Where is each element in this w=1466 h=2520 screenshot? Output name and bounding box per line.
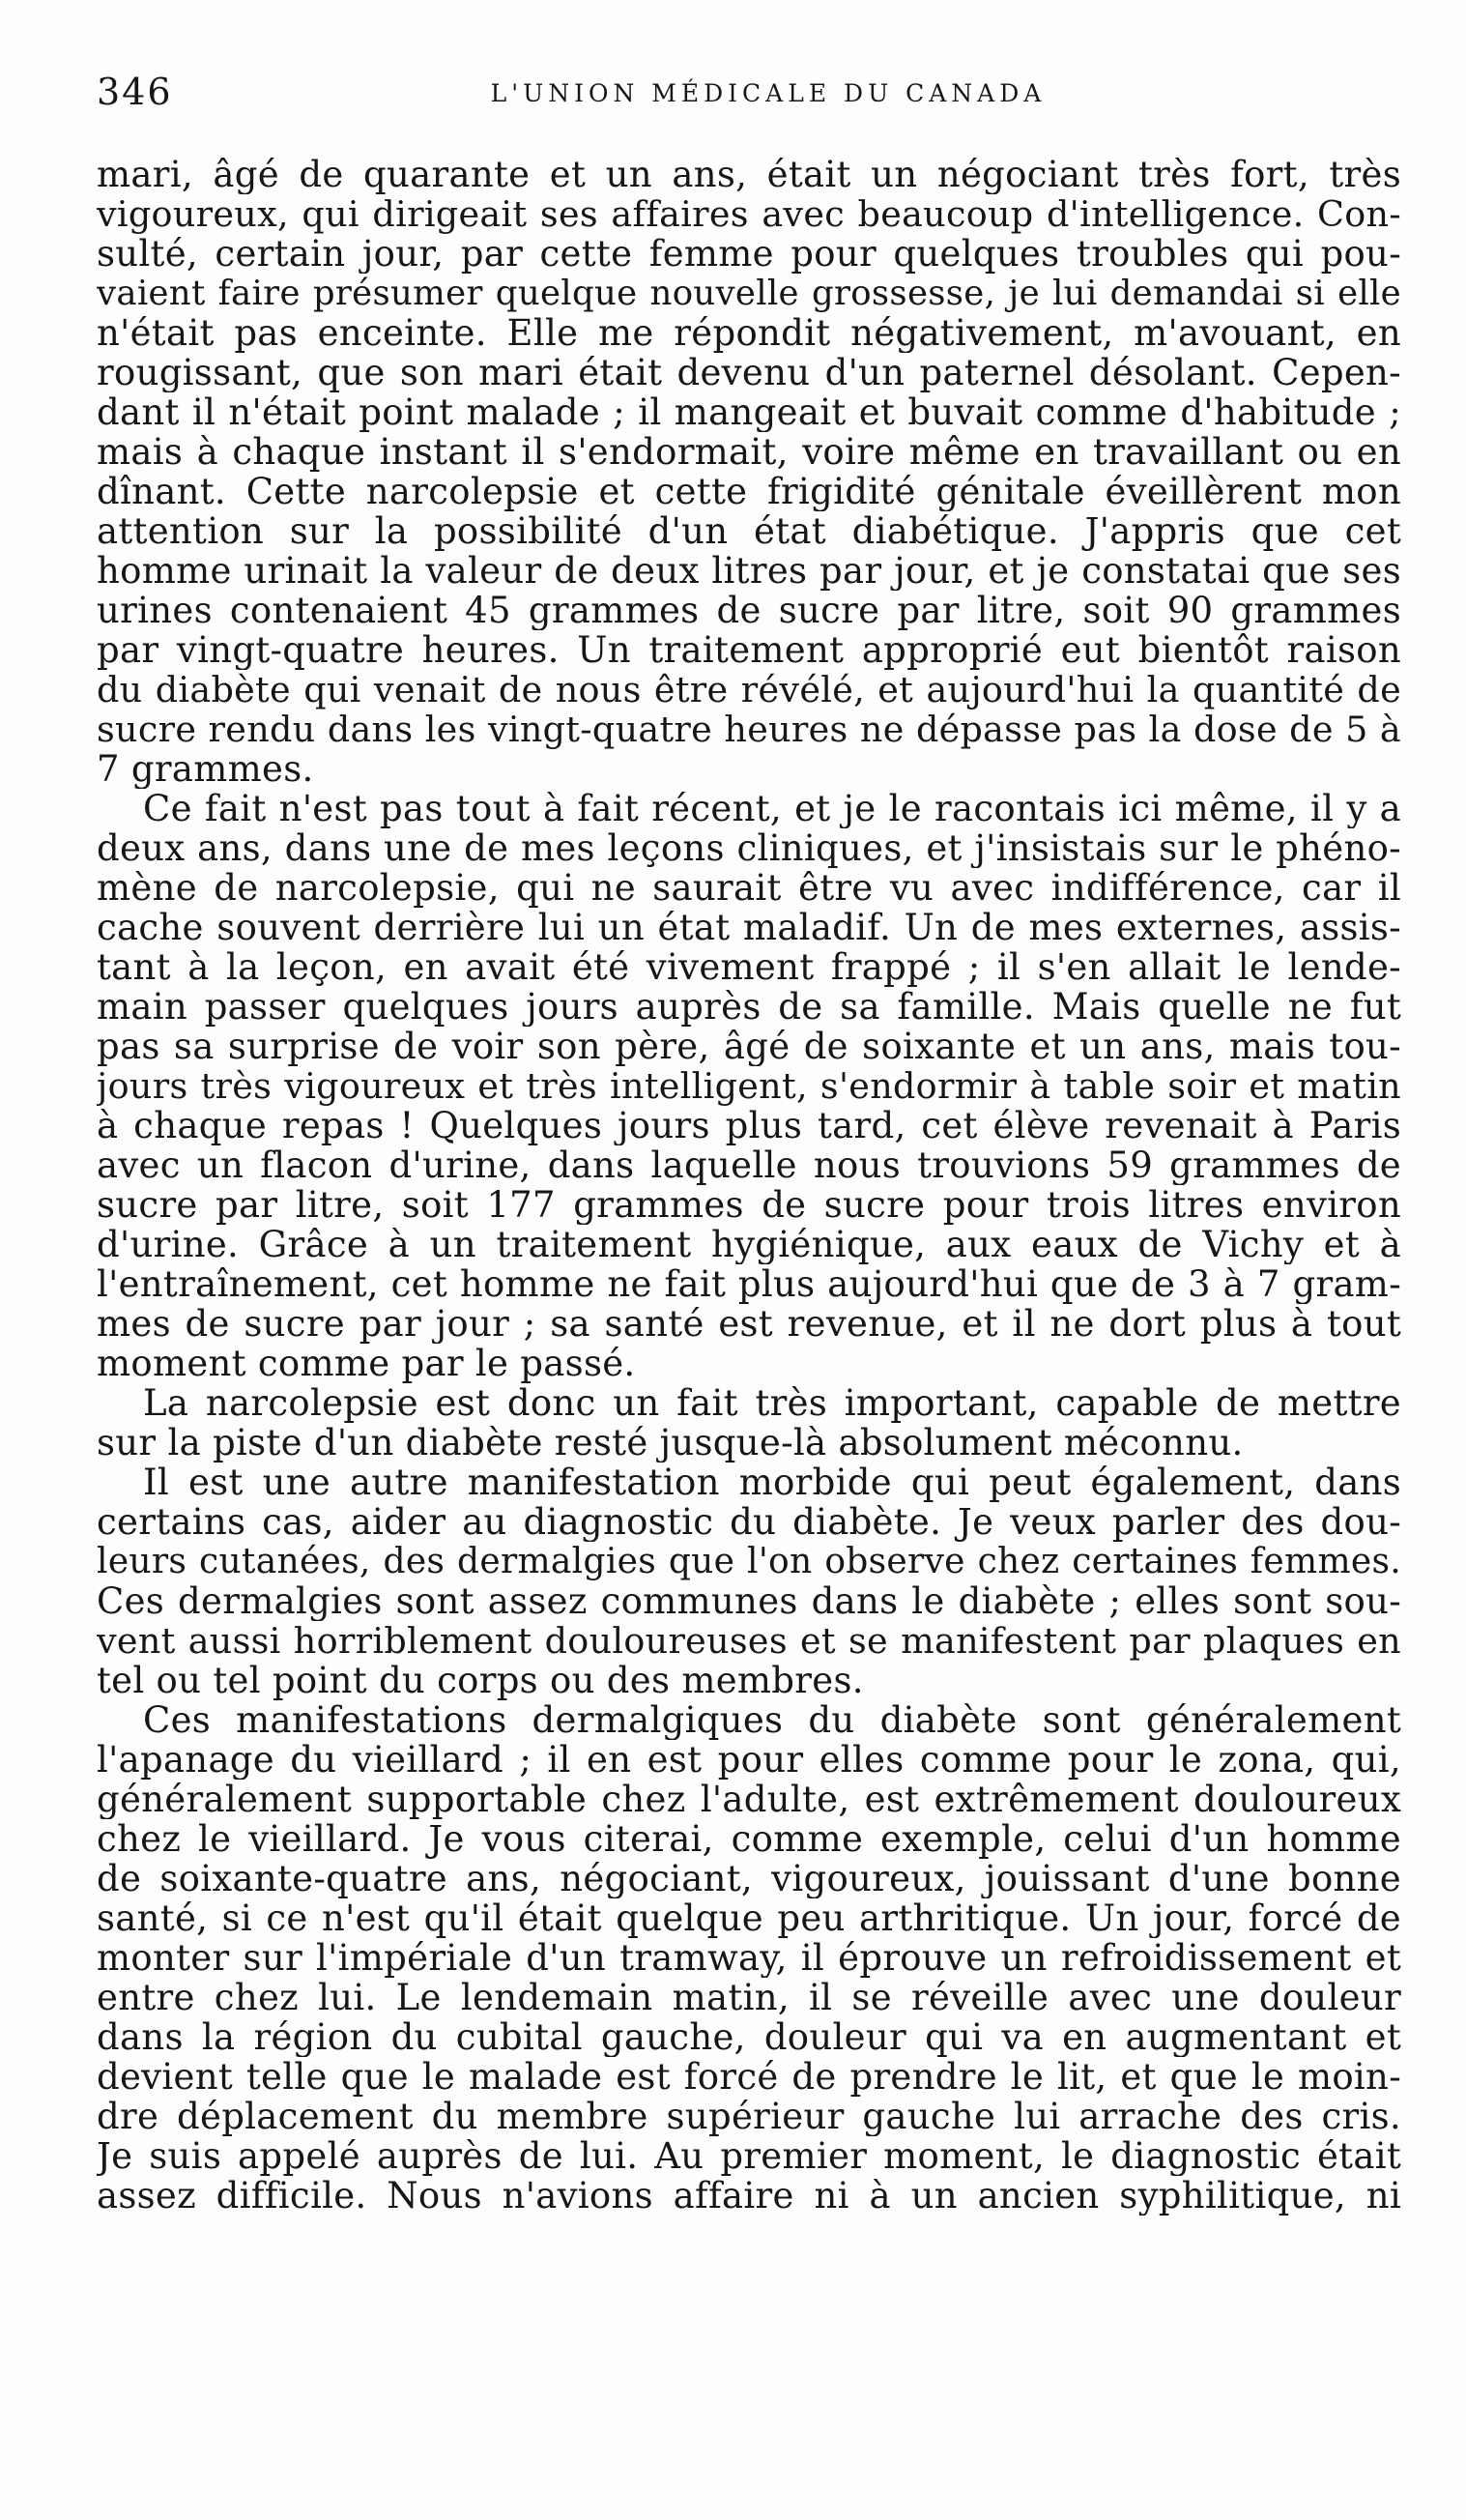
text-line: sur la piste d'un diabète resté jusque-là absolument méconnu. [97,1423,1244,1463]
text-line: sulté, certain jour, par cette femme pour quelques troubles qui pou- [97,234,1401,274]
text-line: moment comme par le passé. [97,1344,636,1383]
text-line: santé, si ce n'est qu'il était quelque peu arthritique. Un jour, forcé de [97,1898,1401,1938]
text-line: rougissant, que son mari était devenu d'un paternel désolant. Cepen- [97,353,1401,392]
text-line: certains cas, aider au diagnostic du diabète. Je veux parler des dou- [97,1502,1401,1542]
text-line: Ce fait n'est pas tout à fait récent, et je le racontais ici même, il y a [143,789,1401,828]
text-line: jours très vigoureux et très intelligent, s'endormir à table soir et matin [97,1066,1401,1106]
text-line: de soixante-quatre ans, négociant, vigoureux, jouissant d'une bonne [97,1859,1401,1898]
text-line: sucre rendu dans les vingt-quatre heures ne dépasse pas la dose de 5 à [97,710,1401,749]
text-line: Je suis appelé auprès de lui. Au premier moment, le diagnostic était [97,2136,1401,2176]
text-line: deux ans, dans une de mes leçons cliniques, et j'insistais sur le phéno- [97,828,1401,868]
text-line: dînant. Cette narcolepsie et cette frigidité génitale éveillèrent mon [97,472,1401,511]
running-head [97,68,1382,116]
text-line: d'urine. Grâce à un traitement hygiénique, aux eaux de Vichy et à [97,1225,1401,1264]
text-line: à chaque repas ! Quelques jours plus tard, cet élève revenait à Paris [97,1106,1401,1145]
page-number: 346 [97,71,173,113]
text-line: Il est une autre manifestation morbide qui peut également, dans [143,1463,1401,1502]
text-line: cache souvent derrière lui un état maladif. Un de mes externes, assis- [97,908,1401,947]
text-line: devient telle que le malade est forcé de prendre le lit, et que le moin- [97,2057,1401,2097]
text-line: sucre par litre, soit 177 grammes de sucre pour trois litres environ [97,1185,1401,1225]
text-line: mais à chaque instant il s'endormait, voire même en travaillant ou en [97,432,1401,472]
text-line: mène de narcolepsie, qui ne saurait être vu avec indifférence, car il [97,868,1401,908]
text-line: urines contenaient 45 grammes de sucre par litre, soit 90 grammes [97,591,1401,630]
text-line: Ces dermalgies sont assez communes dans le diabète ; elles sont sou- [97,1581,1401,1621]
text-line: mari, âgé de quarante et un ans, était un négociant très fort, très [97,155,1401,194]
text-line: généralement supportable chez l'adulte, est extrêmement douloureux [97,1780,1401,1819]
text-line: l'apanage du vieillard ; il en est pour elles comme pour le zona, qui, [97,1740,1401,1780]
text-line: assez difficile. Nous n'avions affaire ni à un ancien syphilitique, ni [97,2176,1401,2216]
text-line: dans la région du cubital gauche, douleur qui va en augmentant et [97,2017,1401,2057]
text-line: attention sur la possibilité d'un état diabétique. J'appris que cet [97,511,1401,551]
text-line: avec un flacon d'urine, dans laquelle nous trouvions 59 grammes de [97,1145,1401,1185]
text-line: par vingt-quatre heures. Un traitement approprié eut bientôt raison [97,630,1401,670]
text-line: monter sur l'impériale d'un tramway, il éprouve un refroidissement et [97,1938,1401,1978]
text-line: Ces manifestations dermalgiques du diabète sont généralement [143,1700,1401,1740]
text-line: pas sa surprise de voir son père, âgé de soixante et un ans, mais tou- [97,1027,1401,1066]
text-line: tant à la leçon, en avait été vivement frappé ; il s'en allait le lende- [97,947,1401,987]
journal-title: L'UNION MÉDICALE DU CANADA [490,79,1047,107]
text-line: mes de sucre par jour ; sa santé est revenue, et il ne dort plus à tout [97,1304,1401,1344]
text-line: La narcolepsie est donc un fait très important, capable de mettre [143,1383,1401,1423]
text-line: l'entraînement, cet homme ne fait plus aujourd'hui que de 3 à 7 gram- [97,1264,1401,1304]
text-line: chez le vieillard. Je vous citerai, comme exemple, celui d'un homme [97,1819,1401,1859]
text-line: dant il n'était point malade ; il mangeait et buvait comme d'habitude ; [97,392,1401,432]
body-text [97,155,1401,2216]
text-line: vent aussi horriblement douloureuses et se manifestent par plaques en [97,1621,1401,1661]
text-line: 7 grammes. [97,749,314,789]
text-line: vigoureux, qui dirigeait ses affaires avec beaucoup d'intelligence. Con- [97,194,1401,234]
text-line: main passer quelques jours auprès de sa famille. Mais quelle ne fut [97,987,1401,1027]
text-line: entre chez lui. Le lendemain matin, il se réveille avec une douleur [97,1978,1401,2017]
text-line: tel ou tel point du corps ou des membres. [97,1661,864,1700]
text-line: du diabète qui venait de nous être révélé, et aujourd'hui la quantité de [97,670,1401,710]
text-line: n'était pas enceinte. Elle me répondit négativement, m'avouant, en [97,313,1401,353]
text-line: dre déplacement du membre supérieur gauche lui arrache des cris. [97,2097,1401,2136]
text-line: vaient faire présumer quelque nouvelle grossesse, je lui demandai si elle [97,274,1401,313]
text-line: leurs cutanées, des dermalgies que l'on observe chez certaines femmes. [97,1542,1401,1581]
text-line: homme urinait la valeur de deux litres par jour, et je constatai que ses [97,551,1401,591]
